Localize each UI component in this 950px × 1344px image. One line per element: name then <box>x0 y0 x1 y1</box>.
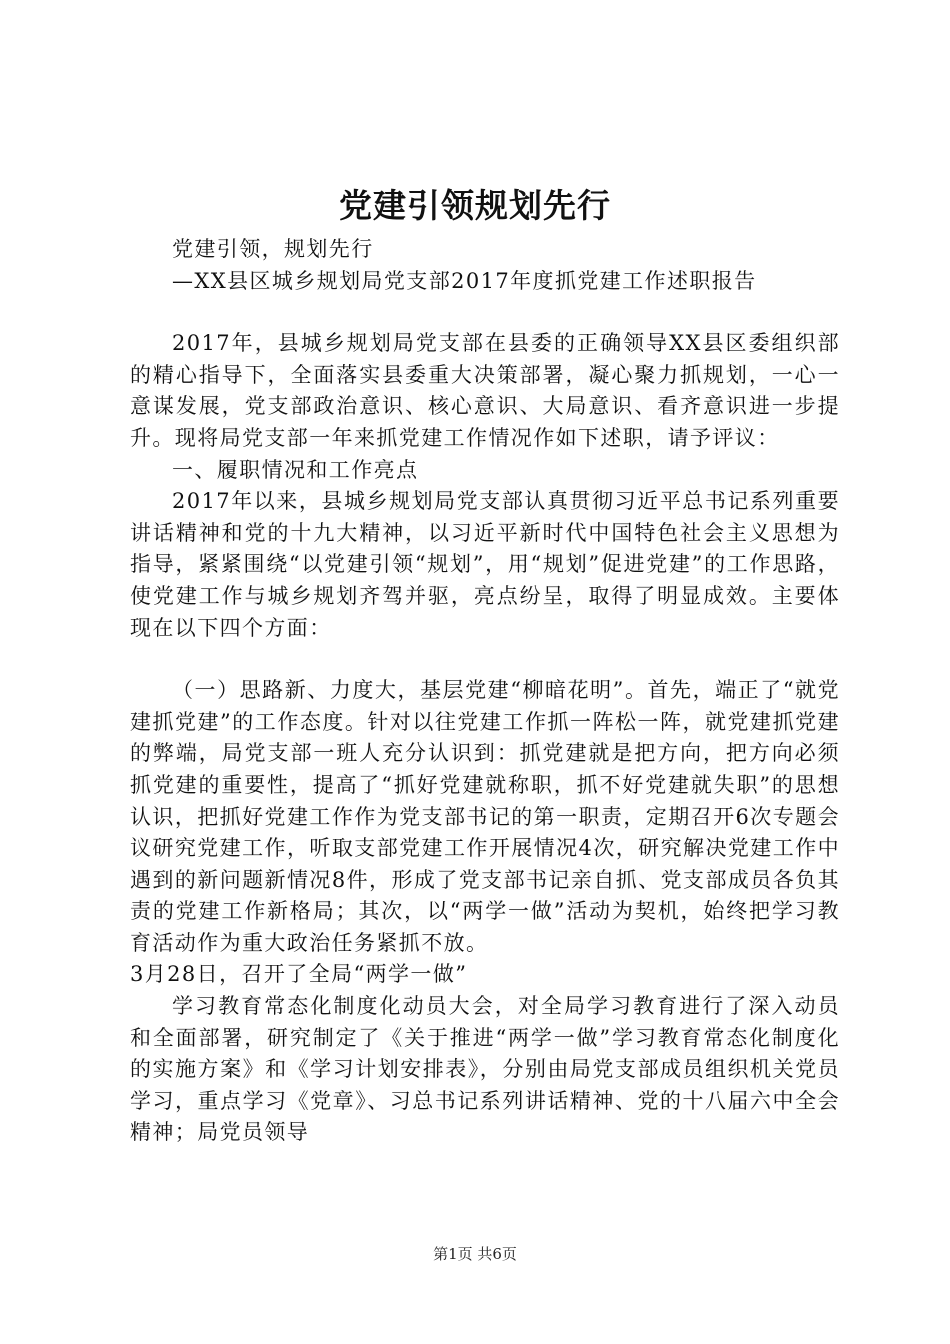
document-body <box>130 234 840 1149</box>
paragraph-intro: 2017年，县城乡规划局党支部在县委的正确领导XX县区委组织部的精心指导下，全面落实县委重大决策部署，凝心聚力抓规划，一心一意谋发展，党支部政治意识、核心意识、大局意识、看齐意识进一步提升。现将局党支部一年来抓党建工作情况作如下述职，请予评议： <box>130 331 840 450</box>
paragraph-date-line: 3月28日，召开了全局“两学一做” <box>130 962 468 987</box>
paragraph-point-one: （一）思路新、力度大，基层党建“柳暗花明”。首先，端正了“就党建抓党建”的工作态度。针对以往党建工作抓一阵松一阵，就党建抓党建的弊端，局党支部一班人充分认识到：抓党建就是把方向，把方向必须抓党建的重要性，提高了“抓好党建就称职，抓不好党建就失职”的思想认识，把抓好党建工作作为党支部书记的第一职责，定期召开6次专题会议研究党建工作，听取支部党建工作开展情况4次，研究解决党建工作中遇到的新问题新情况8件，形成了党支部书记亲自抓、党支部成员各负其责的党建工作新格局；其次，以“两学一做”活动为契机，始终把学习教育活动作为重大政治任务紧抓不放。 <box>130 678 840 955</box>
document-title: 党建引领规划先行 <box>339 186 611 225</box>
page-footer: 第1页 共6页 <box>433 1245 517 1263</box>
subtitle-line-1: 党建引领，规划先行 <box>172 237 374 261</box>
paragraph-overview: 2017年以来，县城乡规划局党支部认真贯彻习近平总书记系列重要讲话精神和党的十九大精神，以习近平新时代中国特色社会主义思想为指导，紧紧围绕“以党建引领“规划”，用“规划”促进党建”的工作思路，使党建工作与城乡规划齐驾并驱，亮点纷呈，取得了明显成效。主要体现在以下四个方面： <box>130 489 840 640</box>
section-heading: 一、履职情况和工作亮点 <box>172 457 419 482</box>
subtitle-line-2: —XX县区城乡规划局党支部2017年度抓党建工作述职报告 <box>172 268 757 293</box>
paragraph-continued: 学习教育常态化制度化动员大会，对全局学习教育进行了深入动员和全面部署，研究制定了《关于推进“两学一做”学习教育常态化制度化的实施方案》和《学习计划安排表》，分别由局党支部成员组织机关党员学习，重点学习《党章》、习总书记系列讲话精神、党的十八届六中全会精神；局党员领导 <box>130 994 840 1145</box>
